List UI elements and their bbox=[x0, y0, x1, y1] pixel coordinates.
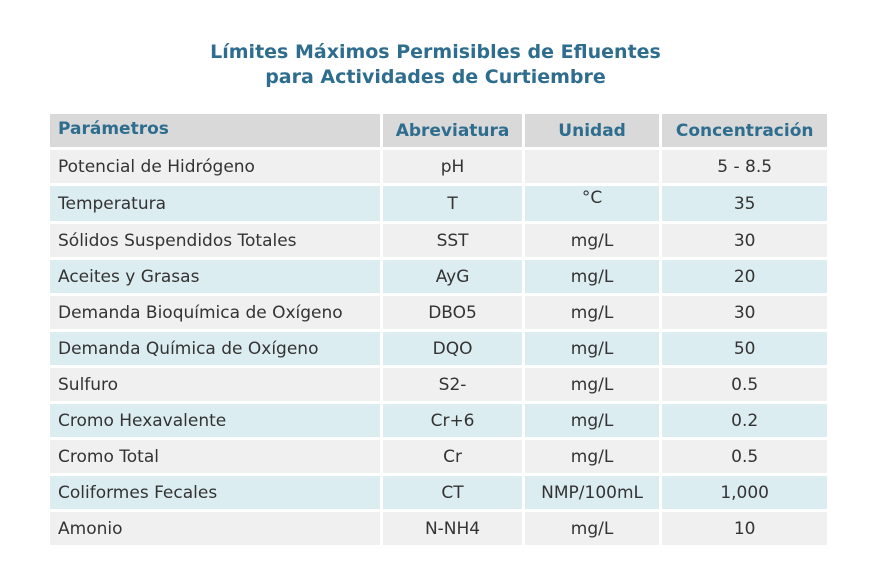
cell-abbreviation: DBO5 bbox=[383, 296, 522, 329]
cell-concentration: 0.5 bbox=[662, 440, 827, 473]
cell-unit: mg/L bbox=[525, 512, 660, 545]
effluent-limits-table bbox=[47, 111, 830, 548]
cell-concentration: 0.2 bbox=[662, 404, 827, 437]
cell-parameter: Amonio bbox=[50, 512, 380, 545]
cell-concentration: 10 bbox=[662, 512, 827, 545]
table-row bbox=[50, 440, 827, 473]
cell-parameter: Temperatura bbox=[50, 186, 380, 221]
cell-parameter: Demanda Química de Oxígeno bbox=[50, 332, 380, 365]
cell-concentration: 20 bbox=[662, 260, 827, 293]
page-title bbox=[0, 40, 871, 90]
table-row bbox=[50, 186, 827, 221]
cell-abbreviation: DQO bbox=[383, 332, 522, 365]
cell-abbreviation: SST bbox=[383, 224, 522, 257]
cell-abbreviation: AyG bbox=[383, 260, 522, 293]
cell-parameter: Cromo Total bbox=[50, 440, 380, 473]
cell-unit: mg/L bbox=[525, 296, 660, 329]
cell-unit: mg/L bbox=[525, 260, 660, 293]
cell-abbreviation: pH bbox=[383, 150, 522, 183]
cell-concentration: 30 bbox=[662, 224, 827, 257]
cell-parameter: Sulfuro bbox=[50, 368, 380, 401]
cell-concentration: 30 bbox=[662, 296, 827, 329]
table-header-row bbox=[50, 114, 827, 147]
table-row bbox=[50, 332, 827, 365]
cell-abbreviation: T bbox=[383, 186, 522, 221]
table-row bbox=[50, 150, 827, 183]
table-row bbox=[50, 404, 827, 437]
title-line-1: Límites Máximos Permisibles de Efluentes bbox=[210, 41, 661, 63]
cell-parameter: Aceites y Grasas bbox=[50, 260, 380, 293]
cell-abbreviation: CT bbox=[383, 476, 522, 509]
cell-concentration: 35 bbox=[662, 186, 827, 221]
cell-parameter: Coliformes Fecales bbox=[50, 476, 380, 509]
table-row bbox=[50, 512, 827, 545]
cell-parameter: Demanda Bioquímica de Oxígeno bbox=[50, 296, 380, 329]
cell-unit: NMP/100mL bbox=[525, 476, 660, 509]
cell-unit: mg/L bbox=[525, 368, 660, 401]
cell-concentration: 1,000 bbox=[662, 476, 827, 509]
cell-unit: mg/L bbox=[525, 332, 660, 365]
table-row bbox=[50, 368, 827, 401]
title-line-2: para Actividades de Curtiembre bbox=[265, 66, 606, 88]
cell-abbreviation: S2- bbox=[383, 368, 522, 401]
cell-concentration: 0.5 bbox=[662, 368, 827, 401]
cell-unit: mg/L bbox=[525, 440, 660, 473]
cell-parameter: Potencial de Hidrógeno bbox=[50, 150, 380, 183]
cell-parameter: Cromo Hexavalente bbox=[50, 404, 380, 437]
cell-concentration: 5 - 8.5 bbox=[662, 150, 827, 183]
header-abbreviation: Abreviatura bbox=[383, 114, 522, 147]
cell-unit: °C bbox=[525, 186, 660, 221]
cell-unit bbox=[525, 150, 660, 183]
header-unit: Unidad bbox=[525, 114, 660, 147]
cell-abbreviation: Cr+6 bbox=[383, 404, 522, 437]
cell-abbreviation: N-NH4 bbox=[383, 512, 522, 545]
cell-abbreviation: Cr bbox=[383, 440, 522, 473]
table-row bbox=[50, 476, 827, 509]
header-concentration: Concentración bbox=[662, 114, 827, 147]
header-parameters: Parámetros bbox=[50, 114, 380, 147]
table-row bbox=[50, 296, 827, 329]
table-row bbox=[50, 260, 827, 293]
table-row bbox=[50, 224, 827, 257]
cell-concentration: 50 bbox=[662, 332, 827, 365]
cell-parameter: Sólidos Suspendidos Totales bbox=[50, 224, 380, 257]
cell-unit: mg/L bbox=[525, 224, 660, 257]
cell-unit: mg/L bbox=[525, 404, 660, 437]
